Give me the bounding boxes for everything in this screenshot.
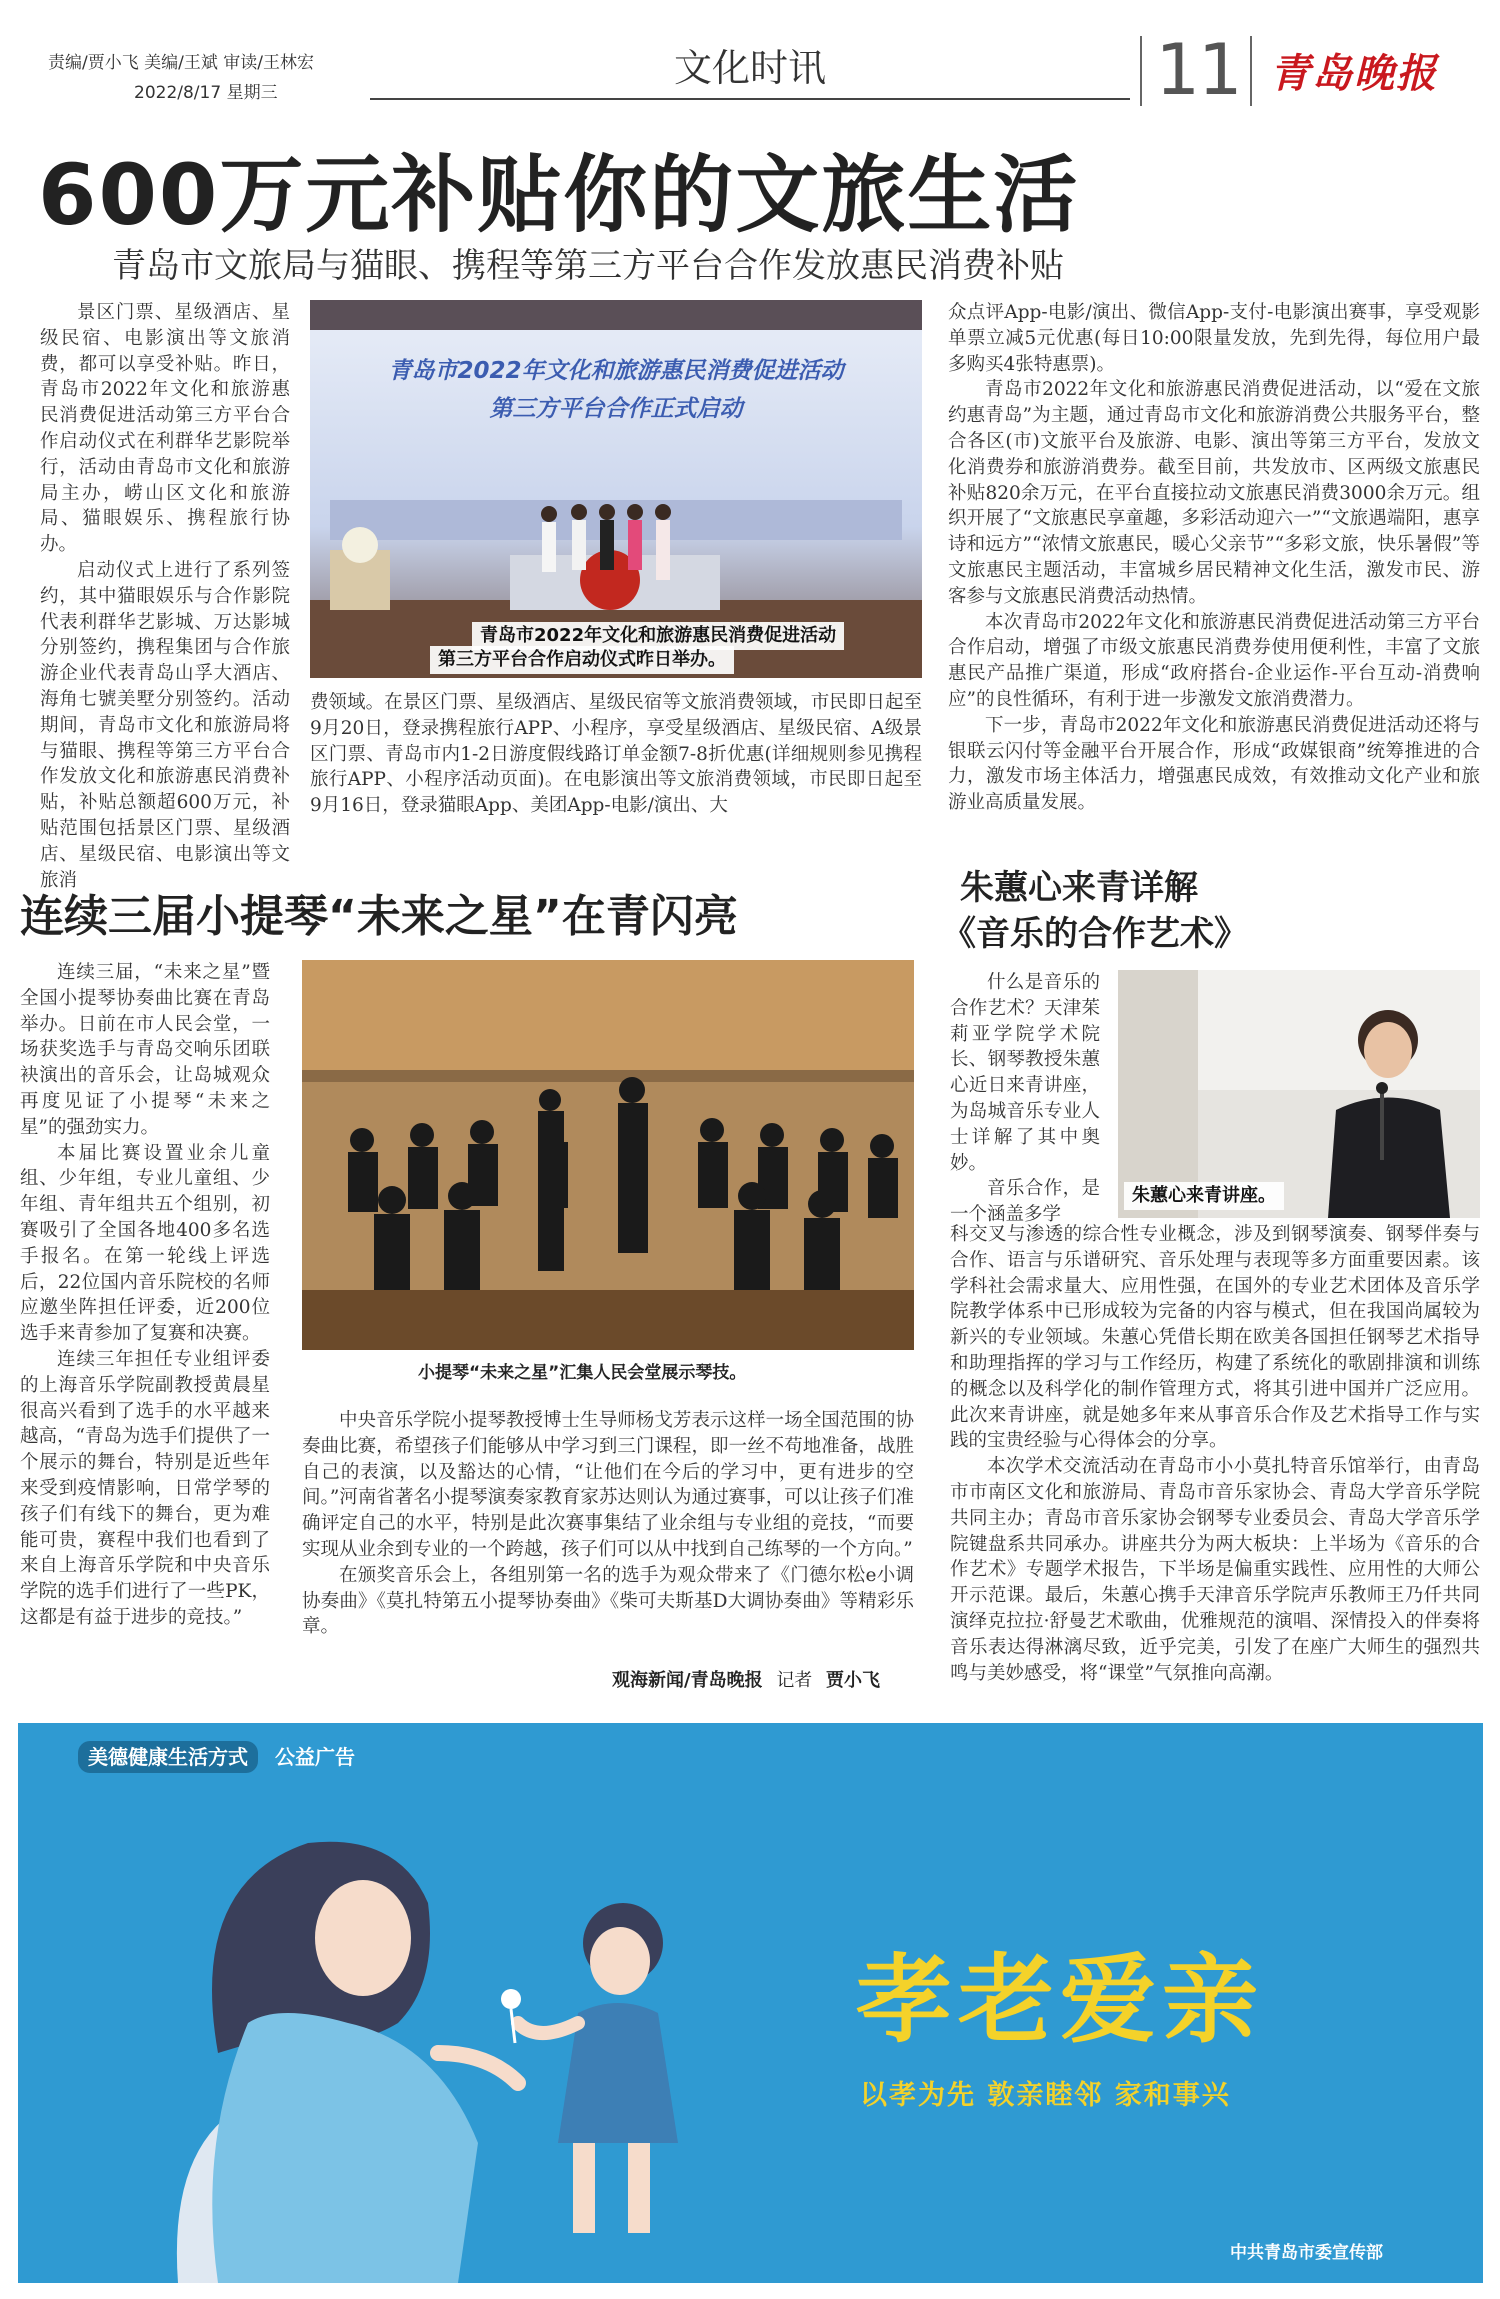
ad-tag-type: 公益广告 [274, 1745, 355, 1769]
ad-title: 孝老爱亲 [856, 1944, 1264, 2056]
mother-child-illustration [18, 1723, 778, 2283]
banner-line-1: 青岛市2022年文化和旅游惠民消费促进活动 [388, 358, 844, 384]
article1-paragraph: 本次青岛市2022年文化和旅游惠民消费促进活动第三方平台合作启动，增强了市级文旅惠民消费券使用便利性，丰富了文旅惠民产品推广渠道，形成“政府搭台-企业运作-平台互动-消费响应”的良性循环，有利于进一步激发文旅消费潜力。 [948, 611, 1480, 710]
article2-column-2 [302, 1408, 914, 1658]
article3-headline-1: 朱蕙心来青详解 [960, 868, 1198, 908]
lecturer-photo-illustration [1118, 970, 1480, 1218]
article1-paragraph: 下一步，青岛市2022年文化和旅游惠民消费促进活动还将与银联云闪付等金融平台开展合作，形成“政媒银商”统筹推进的合力，激发市场主体活力，增强惠民成效，有效推动文化产业和旅游业高质量发展。 [948, 714, 1480, 814]
article1-photo [310, 300, 922, 678]
article2-paragraph: 在颁奖音乐会上，各组别第一名的选手为观众带来了《门德尔松e小调协奏曲》《莫扎特第五小提琴协奏曲》《柴可夫斯基D大调协奏曲》等精彩乐章。 [302, 1564, 914, 1638]
public-service-ad [18, 1723, 1483, 2283]
article3-paragraph: 科交叉与渗透的综合性专业概念，涉及到钢琴演奏、钢琴伴奏与合作、语言与乐谱研究、音乐处理与表现等多方面重要因素。该学科社会需求量大、应用性强，在国外的专业艺术团体及音乐学院教学体系中已形成较为完备的内容与模式，但在我国尚属较为新兴的专业领域。朱蕙心凭借长期在欧美各国担任钢琴艺术指导和助理指挥的学习与工作经历，构建了系统化的歌剧排演和训练的概念以及科学化的制作管理方式，将其引进中国并广泛应用。此次来青讲座，就是她多年来从事音乐合作及艺术指导工作与实践的宝贵经验与心得体会的分享。 [950, 1224, 1480, 1452]
article3-paragraph: 本次学术交流活动在青岛市小小莫扎特音乐馆举行，由青岛市市南区文化和旅游局、青岛市音乐家协会、青岛大学音乐学院共同主办；青岛市音乐家协会钢琴专业委员会、青岛大学音乐学院键盘系共同承办。讲座共分为两大板块：上半场为《音乐的合作艺术》专题学术报告，下半场是偏重实践性、应用性的大师公开示范课。最后，朱蕙心携手天津音乐学院声乐教师王乃仟共同演绎克拉拉·舒曼艺术歌曲，优雅规范的演唱、深情投入的伴奏将音乐表达得淋漓尽致，近乎完美，引发了在座广大师生的强烈共鸣与美妙感受，将“课堂”气氛推向高潮。 [950, 1456, 1480, 1684]
article1-photo-caption-2: 第三方平台合作启动仪式昨日举办。 [430, 646, 734, 674]
article3-paragraph: 什么是音乐的合作艺术？天津茱莉亚学院学术院长、钢琴教授朱蕙心近日来青讲座，为岛城音乐专业人士详解了其中奥妙。 [950, 972, 1100, 1174]
article2-byline [612, 1666, 880, 1692]
article2-photo [302, 960, 914, 1350]
article1-subhead: 青岛市文旅局与猫眼、携程等第三方平台合作发放惠民消费补贴 [112, 246, 1064, 286]
article2-headline: 连续三届小提琴“未来之星”在青闪亮 [20, 891, 738, 942]
ad-tag-pill: 美德健康生活方式 [78, 1741, 258, 1773]
article2-paragraph: 本届比赛设置业余儿童组、少年组，专业儿童组、少年组、青年组共五个组别，初赛吸引了全国各地400多名选手报名。在第一轮线上评选后，22位国内音乐院校的名师应邀坐阵担任评委，近200位选手来青参加了复赛和决赛。 [20, 1142, 270, 1345]
page-number: 11 [1155, 29, 1241, 111]
orchestra-photo-illustration [302, 960, 914, 1350]
section-title: 文化时讯 [370, 40, 1130, 100]
byline-role: 记者 [776, 1670, 813, 1691]
article3-column-intro [950, 970, 1100, 1226]
article1-column-1 [40, 300, 290, 891]
article1-headline: 600万元补贴你的文旅生活 [38, 146, 1080, 244]
article1-paragraph: 众点评App-电影/演出、微信App-支付-电影演出赛事，享受观影单票立减5元优惠(每日10:00限量发放，先到先得，每位用户最多购买4张特惠票)。 [948, 302, 1480, 375]
banner-line-2: 第三方平台合作正式启动 [489, 396, 743, 422]
article1-paragraph: 启动仪式上进行了系列签约，其中猫眼娱乐与合作影院代表利群华艺影城、万达影城分别签约，携程集团与合作旅游企业代表青岛山孚大酒店、海角七號美墅分别签约。活动期间，青岛市文化和旅游局将与猫眼、携程等第三方平台合作发放文化和旅游惠民消费补贴，补贴总额超600万元，补贴范围包括景区门票、星级酒店、星级民宿、电影演出等文旅消 [40, 559, 290, 891]
article3-photo [1118, 970, 1480, 1218]
byline-name: 贾小飞 [826, 1670, 881, 1691]
article3-headline-2: 《音乐的合作艺术》 [942, 914, 1248, 954]
header-meta [48, 48, 314, 108]
article2-paragraph: 中央音乐学院小提琴教授博士生导师杨戈芳表示这样一场全国范围的协奏曲比赛，希望孩子们能够从中学习到三门课程，即一丝不苟地准备，战胜自己的表演，以及豁达的心情，“让他们在今后的学习中，更有进步的空间。”河南省著名小提琴演奏家教育家苏达则认为通过赛事，可以让孩子们准确评定自己的水平，特别是此次赛事集结了业余组与专业组的竞技，“而要实现从业余到专业的一个跨越，孩子们可以从中找到自己练琴的一个方向。” [302, 1410, 914, 1560]
ad-slogan: 以孝为先 敦亲睦邻 家和事兴 [860, 2080, 1231, 2111]
article3-column-main [950, 1222, 1480, 1684]
article1-paragraph: 费领域。在景区门票、星级酒店、星级民宿等文旅消费领域，市民即日起至9月20日，登录携程旅行APP、小程序，享受星级酒店、星级民宿、A级景区门票、青岛市内1-2日游度假线路订单金额7-8折优惠(详细规则参见携程旅行APP、小程序活动页面)。在电影演出等文旅消费领域，市民即日起至9月16日，登录猫眼App、美团App-电影/演出、大 [310, 692, 922, 817]
byline-source: 观海新闻/青岛晚报 [612, 1670, 763, 1691]
ad-organization: 中共青岛市委宣传部 [1230, 2243, 1383, 2263]
article2-photo-caption: 小提琴“未来之星”汇集人民会堂展示琴技。 [418, 1363, 747, 1383]
newspaper-logo: 青岛晚报 [1270, 50, 1438, 97]
editors-line: 责编/贾小飞 美编/王斌 审读/王林宏 [48, 53, 314, 73]
article1-column-mid-bottom [310, 690, 922, 830]
article2-paragraph: 连续三届，“未来之星”暨全国小提琴协奏曲比赛在青岛举办。日前在市人民会堂，一场获奖选手与青岛交响乐团联袂演出的音乐会，让岛城观众再度见证了小提琴“未来之星”的强劲实力。 [20, 962, 270, 1138]
article1-photo-caption-1: 青岛市2022年文化和旅游惠民消费促进活动 [472, 622, 844, 650]
article2-paragraph: 连续三年担任专业组评委的上海音乐学院副教授黄晨星很高兴看到了选手的水平越来越高，“青岛为选手们提供了一个展示的舞台，特别是近些年来受到疫情影响，日常学琴的孩子们有线下的舞台，更为难能可贵，赛程中我们也看到了来自上海音乐学院和中央音乐学院的选手们进行了一些PK，这都是有益于进步的竞技。” [20, 1348, 270, 1628]
article2-column-1 [20, 960, 270, 1676]
article1-column-3 [948, 300, 1480, 836]
article3-paragraph: 音乐合作，是一个涵盖多学 [950, 1178, 1100, 1226]
article1-paragraph: 青岛市2022年文化和旅游惠民消费促进活动，以“爱在文旅 约惠青岛”为主题，通过青岛市文化和旅游消费公共服务平台，整合各区(市)文旅平台及旅游、电影、演出等第三方平台，发放文化消费券和旅游消费券。截至目前，共发放市、区两级文旅惠民补贴820余万元，在平台直接拉动文旅惠民消费3000余万元。组织开展了“文旅惠民享童趣，多彩活动迎六一”“文旅遇端阳，惠享诗和远方”“浓情文旅惠民，暖心父亲节”“多彩文旅，快乐暑假”等文旅惠民主题活动，丰富城乡居民精神文化生活，激发市民、游客参与文旅惠民消费活动热情。 [948, 379, 1480, 607]
article1-paragraph: 景区门票、星级酒店、星级民宿、电影演出等文旅消费，都可以享受补贴。昨日，青岛市2022年文化和旅游惠民消费促进活动第三方平台合作启动仪式在利群华艺影院举行，活动由青岛市文化和旅游局主办，崂山区文化和旅游局、猫眼娱乐、携程旅行协办。 [40, 302, 290, 556]
date-line: 2022/8/17 星期三 [134, 83, 278, 103]
article3-photo-caption: 朱蕙心来青讲座。 [1124, 1182, 1284, 1210]
